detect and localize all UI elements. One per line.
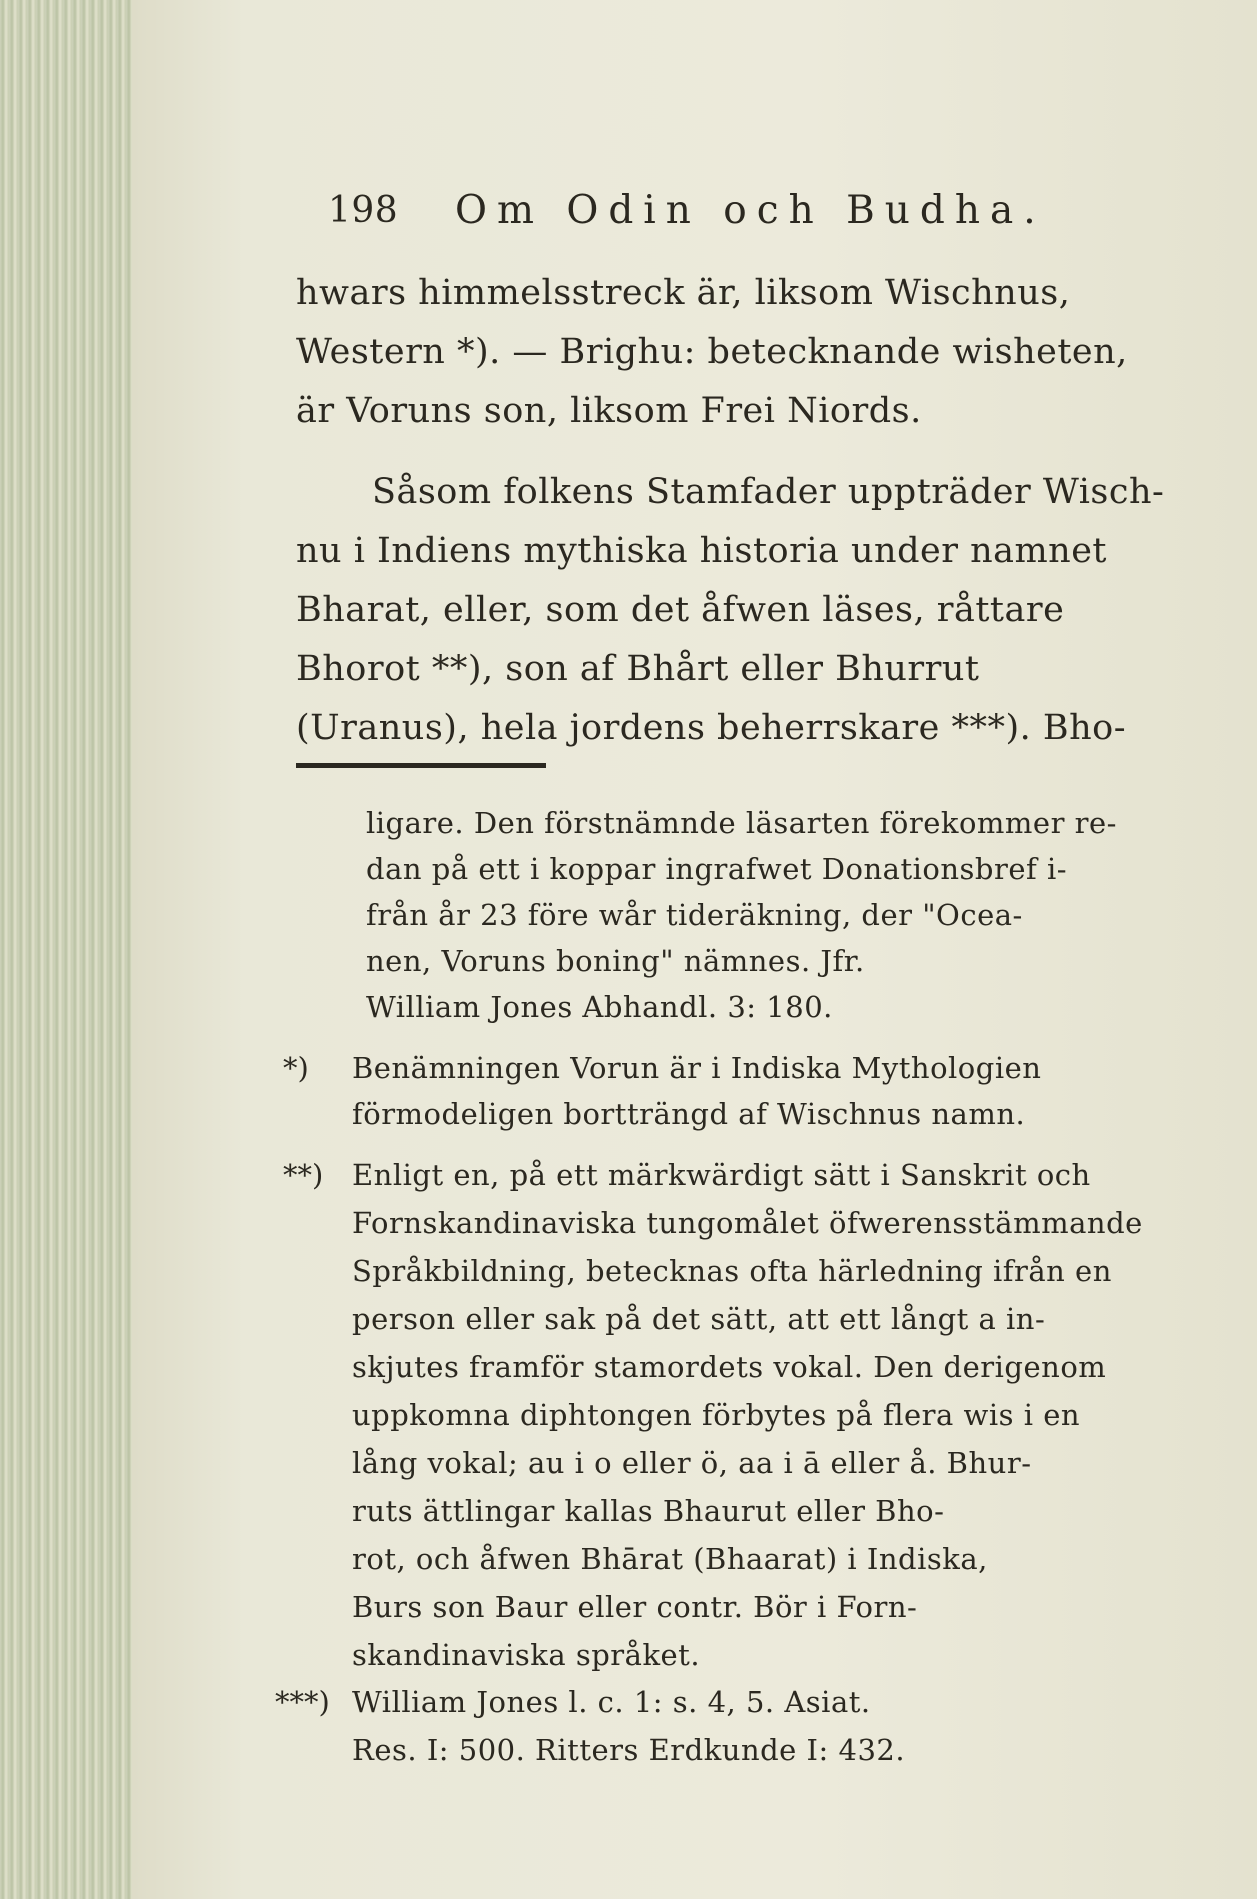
body-line: Såsom folkens Stamfader uppträder Wisch- bbox=[372, 472, 1165, 512]
body-line: Bhorot **), son af Bhårt eller Bhurrut bbox=[296, 649, 980, 689]
footnote-line: Fornskandinaviska tungomålet öfwerensstämmande bbox=[352, 1206, 1143, 1240]
footnote-line: lång vokal; au i o eller ö, aa i ā eller å. Bhur- bbox=[352, 1446, 1032, 1480]
body-line: är Voruns son, liksom Frei Niords. bbox=[296, 391, 922, 431]
footnote-line: Språkbildning, betecknas ofta härledning ifrån en bbox=[352, 1254, 1112, 1288]
footnote-line: skandinaviska språket. bbox=[352, 1638, 701, 1672]
footnote-line: Enligt en, på ett märkwärdigt sätt i Sanskrit och bbox=[352, 1158, 1091, 1192]
footnote-line: rot, och åfwen Bhārat (Bhaarat) i Indiska, bbox=[352, 1542, 988, 1576]
footnote-line: person eller sak på det sätt, att ett långt a in- bbox=[352, 1302, 1046, 1336]
footnote-line: William Jones Abhandl. 3: 180. bbox=[366, 990, 833, 1024]
footnote-marker: *) bbox=[283, 1051, 309, 1085]
body-line: nu i Indiens mythiska historia under namnet bbox=[296, 531, 1107, 571]
footnote-line: skjutes framför stamordets vokal. Den derigenom bbox=[352, 1350, 1107, 1384]
footnote-line: Burs son Baur eller contr. Bör i Forn- bbox=[352, 1590, 918, 1624]
body-line: (Uranus), hela jordens beherrskare ***). Bho- bbox=[296, 708, 1127, 748]
body-line: hwars himmelsstreck är, liksom Wischnus, bbox=[296, 273, 1071, 313]
footnote-line: ligare. Den förstnämnde läsarten förekommer re- bbox=[366, 806, 1117, 840]
body-line: Bharat, eller, som det åfwen läses, råttare bbox=[296, 590, 1065, 630]
footnote-rule bbox=[296, 763, 546, 768]
footnote-line: ruts ättlingar kallas Bhaurut eller Bho- bbox=[352, 1494, 945, 1528]
footnote-marker: **) bbox=[283, 1158, 324, 1192]
footnote-marker: ***) bbox=[275, 1685, 330, 1719]
footnote-line: nen, Voruns boning" nämnes. Jfr. bbox=[366, 944, 865, 978]
page-number: 198 bbox=[328, 190, 399, 231]
footnote-line: förmodeligen bortträngd af Wischnus namn. bbox=[352, 1097, 1026, 1131]
page-edges bbox=[0, 0, 133, 1899]
footnote-line: uppkomna diphtongen förbytes på flera wis i en bbox=[352, 1398, 1081, 1432]
footnote-line: William Jones l. c. 1: s. 4, 5. Asiat. bbox=[352, 1685, 871, 1719]
footnote-line: från år 23 före wår tideräkning, der "Ocea- bbox=[366, 898, 1023, 932]
body-line: Western *). — Brighu: betecknande wisheten, bbox=[296, 332, 1128, 372]
footnote-line: dan på ett i koppar ingrafwet Donationsbref i- bbox=[366, 852, 1068, 886]
footnote-line: Benämningen Vorun är i Indiska Mythologien bbox=[352, 1051, 1042, 1085]
running-title: Om Odin och Budha. bbox=[455, 188, 1046, 233]
footnote-line: Res. I: 500. Ritters Erdkunde I: 432. bbox=[352, 1733, 906, 1767]
